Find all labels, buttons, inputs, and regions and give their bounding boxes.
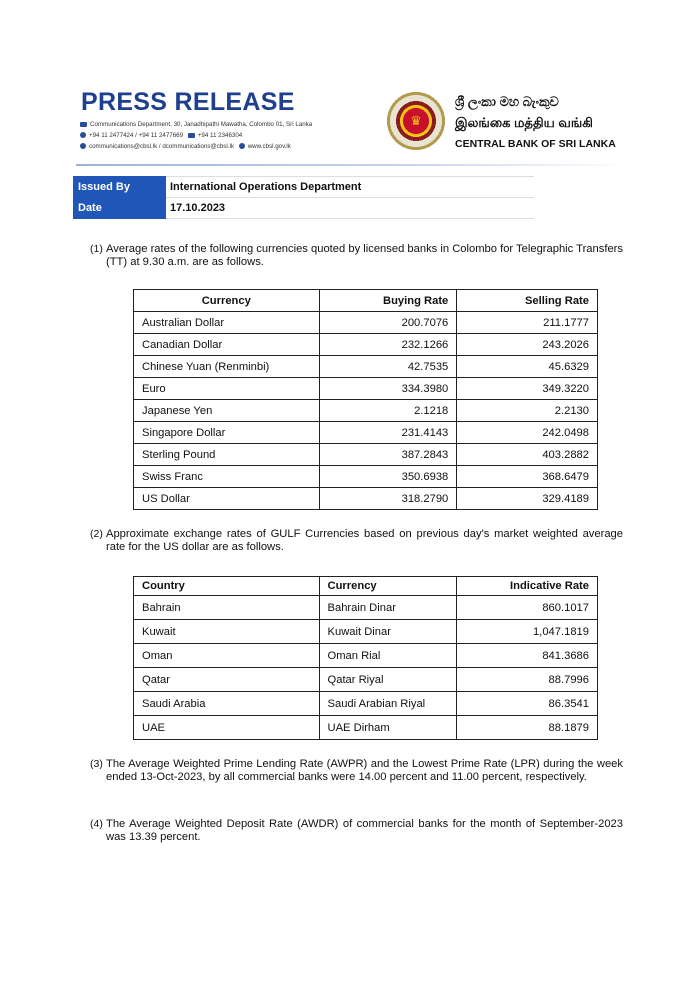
currency-cell: Saudi Arabian Riyal — [319, 692, 457, 716]
lion-icon: ♛ — [410, 113, 422, 128]
table-row — [134, 356, 598, 378]
phone-icon — [80, 132, 86, 138]
country-cell: Kuwait — [134, 620, 320, 644]
fax-text: +94 11 2346304 — [197, 132, 243, 139]
section-1-number: (1) — [90, 243, 103, 255]
buying-rate-cell: 42.7535 — [319, 356, 457, 378]
header-divider — [76, 164, 632, 166]
buying-rate-cell: 2.1218 — [319, 400, 457, 422]
currency-cell: Japanese Yen — [134, 400, 320, 422]
currency-cell: Euro — [134, 378, 320, 400]
currency-cell: Kuwait Dinar — [319, 620, 457, 644]
currency-cell: UAE Dirham — [319, 716, 457, 740]
section-3-number: (3) — [90, 758, 103, 770]
address-line — [80, 121, 312, 128]
selling-rate-cell: 329.4189 — [457, 488, 598, 510]
table-row — [134, 596, 598, 620]
section-4-text: The Average Weighted Deposit Rate (AWDR) of commercial banks for the month of September-2023 was 13.39 percent. — [106, 818, 623, 843]
date-row — [74, 198, 535, 219]
issued-by-row — [74, 177, 535, 198]
issued-by-label: Issued By — [74, 177, 166, 198]
selling-rate-cell: 242.0498 — [457, 422, 598, 444]
column-header-country: Country — [134, 577, 320, 596]
selling-rate-cell: 368.6479 — [457, 466, 598, 488]
buying-rate-cell: 350.6938 — [319, 466, 457, 488]
country-cell: Bahrain — [134, 596, 320, 620]
tt-rates-table — [133, 289, 598, 510]
section-2-number: (2) — [90, 528, 103, 540]
section-4-paragraph — [90, 818, 623, 844]
currency-cell: Swiss Franc — [134, 466, 320, 488]
column-header-indicative-rate: Indicative Rate — [457, 577, 598, 596]
country-cell: Oman — [134, 644, 320, 668]
currency-cell: Oman Rial — [319, 644, 457, 668]
indicative-rate-cell: 1,047.1819 — [457, 620, 598, 644]
indicative-rate-cell: 88.1879 — [457, 716, 598, 740]
buying-rate-cell: 232.1266 — [319, 334, 457, 356]
currency-cell: US Dollar — [134, 488, 320, 510]
column-header-currency: Currency — [319, 577, 457, 596]
gulf-rates-header-row — [134, 577, 598, 596]
indicative-rate-cell: 88.7996 — [457, 668, 598, 692]
section-4-number: (4) — [90, 818, 103, 830]
section-1-paragraph — [90, 243, 623, 269]
currency-cell: Canadian Dollar — [134, 334, 320, 356]
issued-by-value: International Operations Department — [166, 177, 535, 198]
email-text[interactable]: communications@cbsl.lk / dcommunications@cbsl.lk — [89, 143, 234, 150]
bank-name-english: CENTRAL BANK OF SRI LANKA — [455, 138, 616, 150]
email-line — [80, 143, 291, 150]
table-row — [134, 312, 598, 334]
globe-icon — [239, 143, 245, 149]
column-header-buying-rate: Buying Rate — [319, 290, 457, 312]
section-3-paragraph — [90, 758, 623, 784]
currency-cell: Qatar Riyal — [319, 668, 457, 692]
press-release-header — [80, 88, 630, 160]
press-release-title: PRESS RELEASE — [81, 88, 295, 116]
email-icon — [80, 143, 86, 149]
date-label: Date — [74, 198, 166, 219]
section-1-text: Average rates of the following currencies quoted by licensed banks in Colombo for Telegraphic Transfers (TT) at 9.30 a.m. are as follows. — [106, 243, 623, 268]
date-value: 17.10.2023 — [166, 198, 535, 219]
selling-rate-cell: 243.2026 — [457, 334, 598, 356]
table-row — [134, 466, 598, 488]
table-row — [134, 378, 598, 400]
phone-text: +94 11 2477424 / +94 11 2477669 — [89, 132, 184, 139]
currency-cell: Australian Dollar — [134, 312, 320, 334]
buying-rate-cell: 318.2790 — [319, 488, 457, 510]
currency-cell: Singapore Dollar — [134, 422, 320, 444]
selling-rate-cell: 403.2882 — [457, 444, 598, 466]
indicative-rate-cell: 86.3541 — [457, 692, 598, 716]
indicative-rate-cell: 860.1017 — [457, 596, 598, 620]
website-text[interactable]: www.cbsl.gov.lk — [247, 143, 291, 150]
currency-cell: Bahrain Dinar — [319, 596, 457, 620]
table-row — [134, 488, 598, 510]
currency-cell: Chinese Yuan (Renminbi) — [134, 356, 320, 378]
central-bank-seal-icon — [386, 91, 446, 151]
tt-rates-header-row — [134, 290, 598, 312]
selling-rate-cell: 211.1777 — [457, 312, 598, 334]
table-row — [134, 422, 598, 444]
table-row — [134, 400, 598, 422]
section-2-paragraph — [90, 528, 623, 554]
country-cell: Saudi Arabia — [134, 692, 320, 716]
table-row — [134, 620, 598, 644]
mail-icon — [80, 122, 87, 127]
table-row — [134, 444, 598, 466]
selling-rate-cell: 349.3220 — [457, 378, 598, 400]
table-row — [134, 334, 598, 356]
bank-name-tamil: இலங்கை மத்திய வங்கி — [455, 115, 593, 130]
phone-line — [80, 132, 242, 139]
fax-icon — [188, 133, 195, 138]
table-row — [134, 716, 598, 740]
buying-rate-cell: 231.4143 — [319, 422, 457, 444]
section-3-text: The Average Weighted Prime Lending Rate (AWPR) and the Lowest Prime Rate (LPR) during the week ended 13-Oct-2023, by all commercial banks were 14.00 percent and 11.00 percent, respectively. — [106, 758, 623, 783]
buying-rate-cell: 387.2843 — [319, 444, 457, 466]
buying-rate-cell: 334.3980 — [319, 378, 457, 400]
currency-cell: Sterling Pound — [134, 444, 320, 466]
section-2-text: Approximate exchange rates of GULF Currencies based on previous day's market weighted average rate for the US dollar are as follows. — [106, 528, 623, 553]
country-cell: Qatar — [134, 668, 320, 692]
column-header-selling-rate: Selling Rate — [457, 290, 598, 312]
buying-rate-cell: 200.7076 — [319, 312, 457, 334]
table-row — [134, 668, 598, 692]
table-row — [134, 644, 598, 668]
address-text: Communications Department, 30, Janadhipathi Mawatha, Colombo 01, Sri Lanka — [90, 121, 313, 128]
bank-name-sinhala: ශ්‍රී ලංකා මහ බැංකුව — [455, 94, 559, 109]
selling-rate-cell: 2.2130 — [457, 400, 598, 422]
column-header-currency: Currency — [134, 290, 320, 312]
indicative-rate-cell: 841.3686 — [457, 644, 598, 668]
table-row — [134, 692, 598, 716]
release-meta-table — [73, 176, 534, 219]
gulf-rates-table — [133, 576, 598, 740]
selling-rate-cell: 45.6329 — [457, 356, 598, 378]
country-cell: UAE — [134, 716, 320, 740]
